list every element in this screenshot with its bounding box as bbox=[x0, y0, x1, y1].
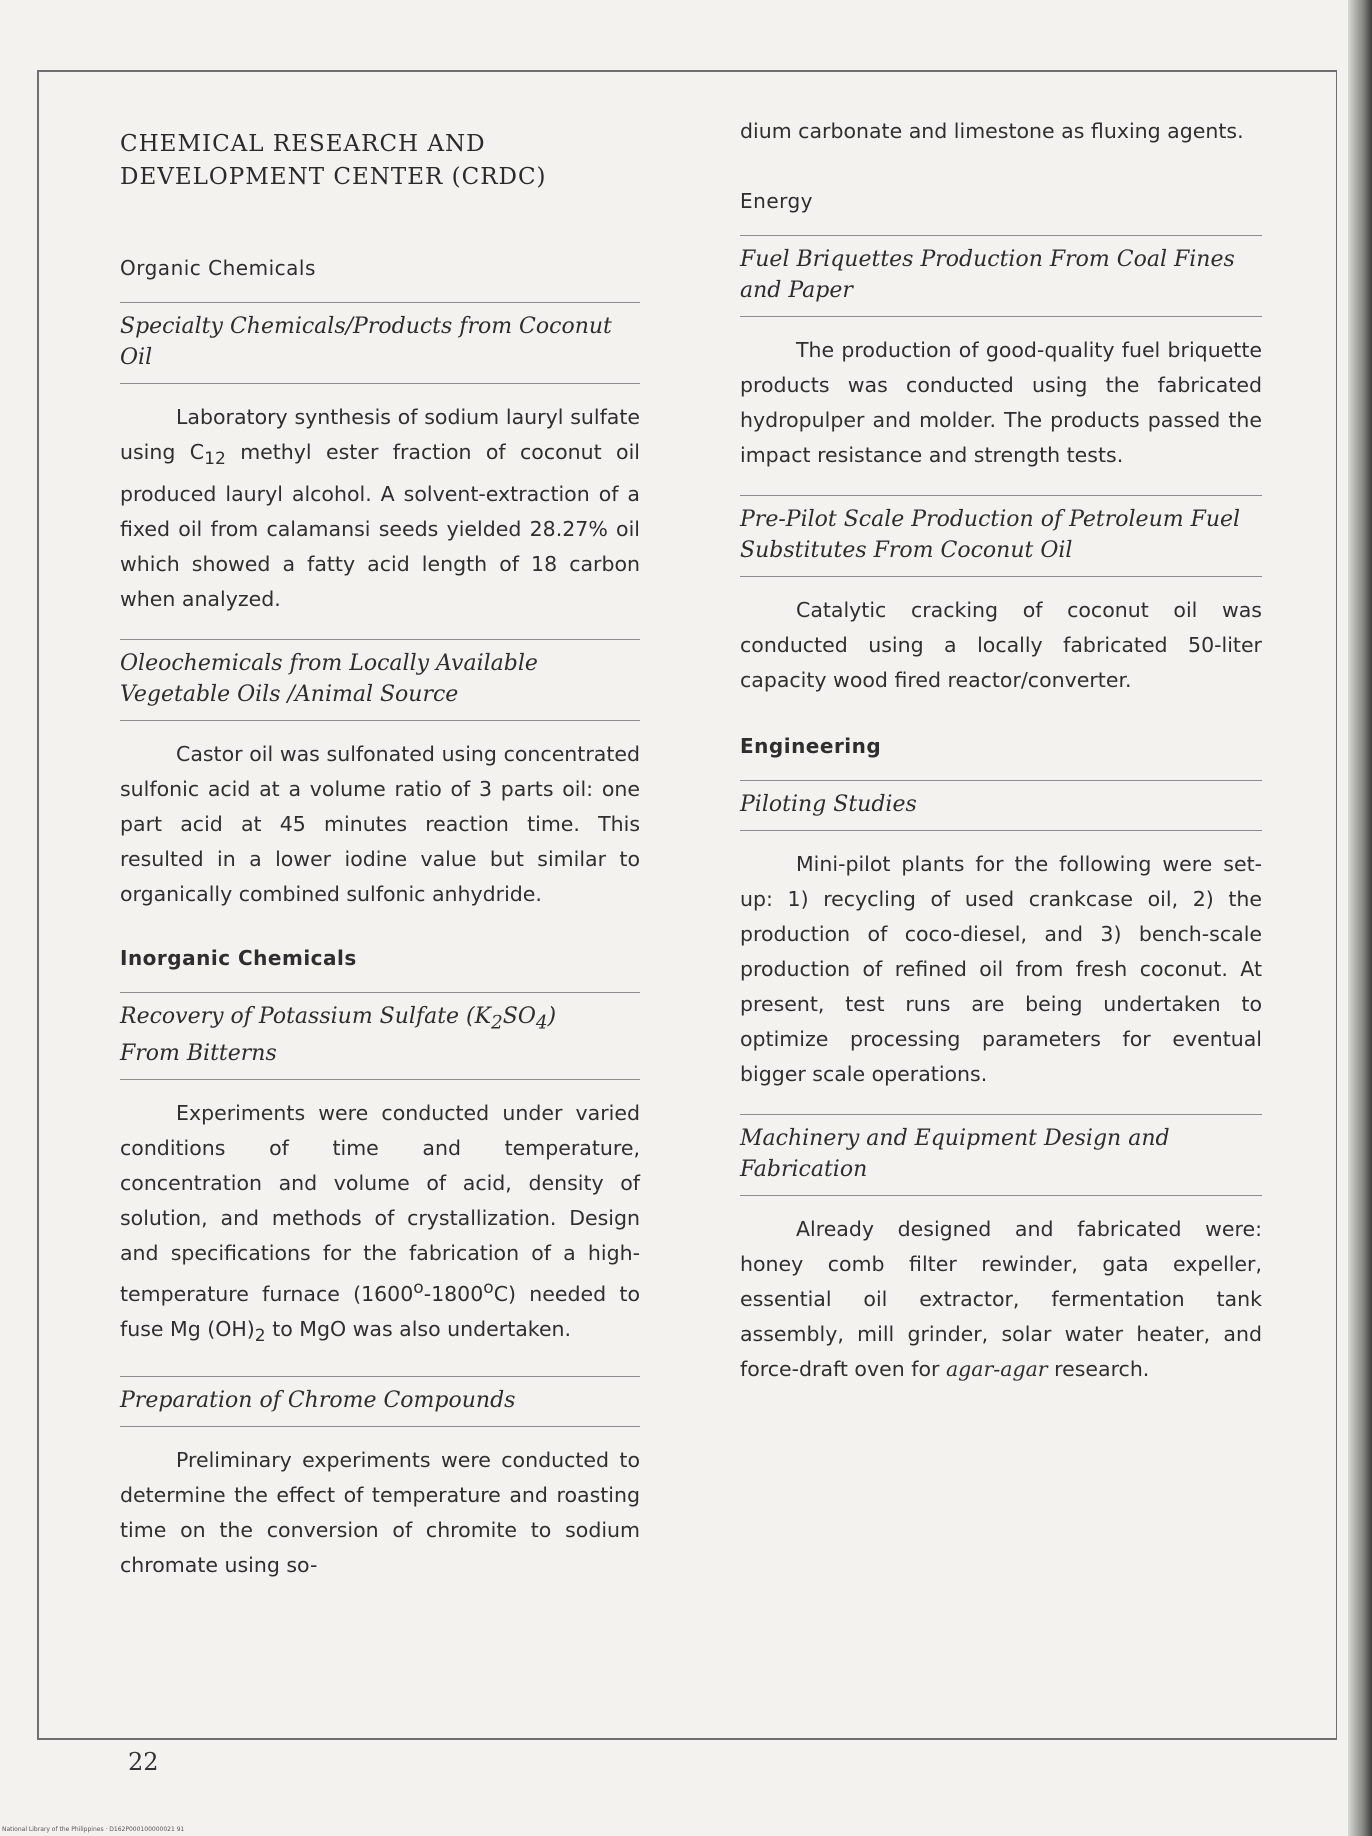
degree-mark-2: o bbox=[483, 1278, 494, 1299]
center-title-line1: CHEMICAL RESEARCH AND bbox=[120, 131, 486, 157]
potassium-sulfate-title-c: ) bbox=[547, 1004, 557, 1030]
topic-title-machinery-equipment: Machinery and Equipment Design and Fabrication bbox=[740, 1114, 1262, 1196]
body-chrome-compounds-continued: dium carbonate and limestone as fluxing agents. bbox=[740, 119, 1244, 143]
topic-title-potassium-sulfate bbox=[120, 992, 640, 1080]
potassium-sulfate-title-b: SO bbox=[502, 1004, 536, 1030]
body-petroleum-fuel-substitutes: Catalytic cracking of coconut oil was conducted using a locally fabricated 50-liter capacity wood fired reactor/converter. bbox=[740, 598, 1262, 692]
potassium-sulfate-title-d: From Bitterns bbox=[120, 1041, 277, 1067]
carbon-subscript: 12 bbox=[204, 449, 226, 470]
body-specialty-chemicals-a: Laboratory synthesis of sodium lauryl sulfate using C bbox=[120, 405, 640, 464]
scan-edge-shadow bbox=[1348, 0, 1372, 1836]
body-specialty-chemicals-b: methyl ester fraction of coconut oil produced lauryl alcohol. A solvent-extraction of a fixed oil from calamansi seeds yielded 28.27% oil which showed a fatty acid length of 18 carbon when analyzed. bbox=[120, 440, 640, 612]
body-potassium-sulfate-b: -1800 bbox=[423, 1282, 484, 1307]
hydroxide-subscript: 2 bbox=[254, 1326, 266, 1347]
body-chrome-compounds: Preliminary experiments were conducted to determine the effect of temperature and roasting time on the conversion of chromite to sodium chromate using so- bbox=[120, 1448, 640, 1578]
body-potassium-sulfate-c: C) needed to fuse Mg (OH) bbox=[120, 1282, 640, 1342]
heading-organic-chemicals: Organic Chemicals bbox=[120, 256, 316, 280]
topic-title-piloting-studies: Piloting Studies bbox=[740, 780, 1262, 831]
topic-title-specialty-chemicals: Specialty Chemicals/Products from Coconut Oil bbox=[120, 302, 640, 384]
topic-title-chrome-compounds: Preparation of Chrome Compounds bbox=[120, 1376, 640, 1427]
body-machinery-equipment-b: research. bbox=[1047, 1357, 1150, 1381]
body-potassium-sulfate-d: to MgO was also undertaken. bbox=[265, 1317, 572, 1342]
page-number: 22 bbox=[128, 1748, 159, 1776]
topic-title-petroleum-fuel-substitutes: Pre-Pilot Scale Production of Petroleum Fuel Substitutes From Coconut Oil bbox=[740, 495, 1262, 577]
agar-agar-term: agar-agar bbox=[945, 1357, 1048, 1381]
body-potassium-sulfate bbox=[120, 1096, 640, 1354]
formula-subscript-4: 4 bbox=[535, 1012, 548, 1034]
footer-credit: National Library of the Philippines · D162P000100000021 91 bbox=[2, 1826, 185, 1833]
body-fuel-briquettes: The production of good-quality fuel briquette products was conducted using the fabricated hydropulper and molder. The products passed the impact resistance and strength tests. bbox=[740, 338, 1262, 467]
heading-engineering: Engineering bbox=[740, 734, 882, 758]
center-title bbox=[120, 128, 640, 194]
formula-subscript-2: 2 bbox=[491, 1012, 503, 1034]
heading-energy: Energy bbox=[740, 189, 814, 213]
degree-mark-1: o bbox=[413, 1278, 424, 1299]
body-machinery-equipment-a: Already designed and fabricated were: honey comb filter rewinder, gata expeller, essential oil extractor, fermentation tank assembly, mill grinder, solar water heater, and force-draft oven for bbox=[740, 1217, 1262, 1381]
potassium-sulfate-title-a: Recovery of Potassium Sulfate (K bbox=[120, 1004, 492, 1030]
heading-inorganic-chemicals: Inorganic Chemicals bbox=[120, 946, 357, 971]
body-machinery-equipment bbox=[740, 1212, 1262, 1387]
center-title-line2: DEVELOPMENT CENTER (CRDC) bbox=[120, 164, 547, 190]
left-column bbox=[120, 110, 640, 1583]
topic-title-fuel-briquettes: Fuel Briquettes Production From Coal Fines and Paper bbox=[740, 235, 1262, 317]
body-specialty-chemicals bbox=[120, 400, 640, 617]
body-potassium-sulfate-a: Experiments were conducted under varied conditions of time and temperature, concentration and volume of acid, density of solution, and methods of crystallization. Design and specifications for the fabrication of a high-temperature furnace (1600 bbox=[120, 1101, 640, 1307]
body-piloting-studies: Mini-pilot plants for the following were set-up: 1) recycling of used crankcase oil, 2) the production of coco-diesel, and 3) bench-scale production of refined oil from fresh coconut. At present, test runs are being undertaken to optimize processing parameters for eventual bigger scale operations. bbox=[740, 852, 1262, 1086]
body-oleochemicals: Castor oil was sulfonated using concentrated sulfonic acid at a volume ratio of 3 parts oil: one part acid at 45 minutes reaction time. This resulted in a lower iodine value but similar to organically combined sulfonic anhydride. bbox=[120, 742, 640, 907]
right-column bbox=[740, 110, 1262, 1387]
topic-title-oleochemicals: Oleochemicals from Locally Available Vegetable Oils /Animal Source bbox=[120, 639, 640, 721]
